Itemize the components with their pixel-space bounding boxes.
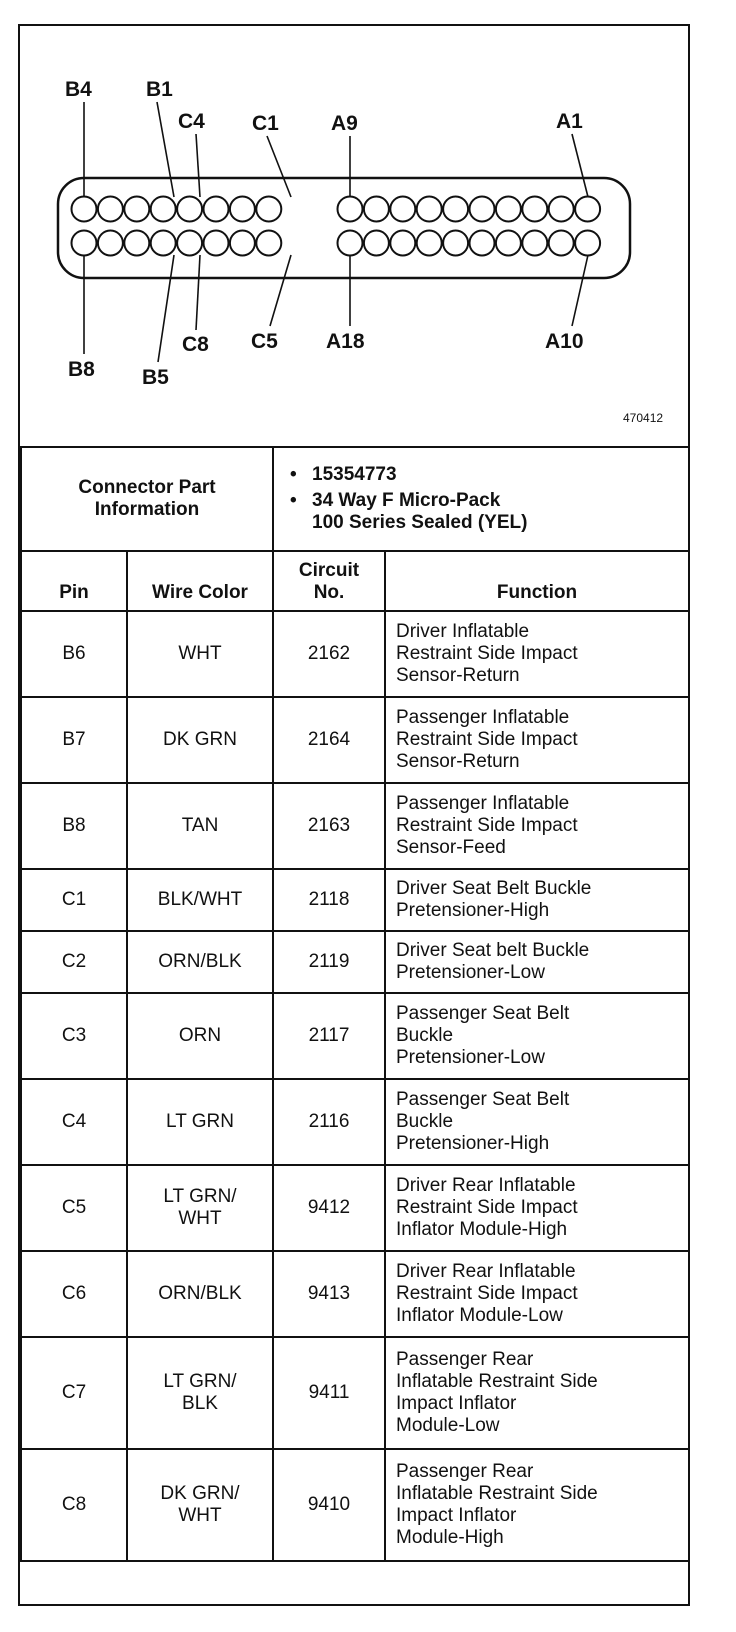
circuit-cell: 2164	[273, 697, 385, 783]
pin-cell: C4	[21, 1079, 127, 1165]
header-wire-color: Wire Color	[127, 551, 273, 611]
function-cell	[385, 869, 689, 931]
pin-cavity-b-c	[204, 231, 229, 256]
pin-cavity-b-c	[177, 231, 202, 256]
pin-label-b1: B1	[146, 78, 173, 101]
pin-cavity-a	[496, 197, 521, 222]
function-cell	[385, 697, 689, 783]
part-number: • 15354773	[312, 464, 688, 486]
function-line: Inflatable Restraint Side	[396, 1371, 598, 1392]
connector-info-label: Connector Part Information	[21, 447, 273, 551]
connector-series: 100 Series Sealed (YEL)	[312, 512, 528, 533]
function-line: Driver Seat Belt Buckle	[396, 878, 592, 899]
pin-cavity-a	[470, 231, 495, 256]
pin-label-b4: B4	[65, 78, 92, 101]
function-cell	[385, 993, 689, 1079]
pin-cavity-a	[364, 231, 389, 256]
function-line: Inflator Module-High	[396, 1219, 568, 1240]
table-row	[21, 1251, 689, 1337]
wire-color-cell: LT GRN/ BLK	[127, 1337, 273, 1449]
connector-type: • 34 Way F Micro-Pack	[312, 490, 688, 512]
table-row	[21, 1079, 689, 1165]
leader-c1	[267, 136, 291, 197]
function-line: Passenger Seat Belt	[396, 1003, 570, 1024]
function-cell	[385, 1449, 689, 1561]
pin-cavity-b-c	[72, 197, 97, 222]
table-row	[21, 1165, 689, 1251]
function-line: Module-Low	[396, 1415, 500, 1436]
pin-label-b5: B5	[142, 366, 169, 389]
pin-cavity-a	[549, 231, 574, 256]
pin-cell: C3	[21, 993, 127, 1079]
function-line: Passenger Inflatable	[396, 707, 570, 728]
function-cell	[385, 931, 689, 993]
function-line: Impact Inflator	[396, 1393, 517, 1414]
pin-label-c5: C5	[251, 330, 278, 353]
circuit-cell: 2163	[273, 783, 385, 869]
pin-cavity-a	[417, 197, 442, 222]
connector-face-drawing	[20, 26, 688, 446]
wire-color-cell: ORN/BLK	[127, 1251, 273, 1337]
circuit-cell: 9413	[273, 1251, 385, 1337]
table-row	[21, 611, 689, 697]
pin-cavity-b-c	[230, 231, 255, 256]
function-line: Restraint Side Impact	[396, 1283, 578, 1304]
function-line: Restraint Side Impact	[396, 815, 578, 836]
pin-cell: C2	[21, 931, 127, 993]
pin-cavity-a	[390, 231, 415, 256]
leader-b1	[157, 102, 174, 197]
pin-cavity-a	[417, 231, 442, 256]
leader-a1	[572, 134, 588, 197]
function-line: Restraint Side Impact	[396, 643, 578, 664]
pin-label-c1: C1	[252, 112, 279, 135]
pin-cavity-b-c	[151, 197, 176, 222]
pin-cavity-a	[470, 197, 495, 222]
pin-cavity-b-c	[72, 231, 97, 256]
pin-label-c8: C8	[182, 333, 209, 356]
function-line: Driver Rear Inflatable	[396, 1261, 576, 1282]
wire-color-cell: TAN	[127, 783, 273, 869]
function-line: Buckle	[396, 1111, 454, 1132]
function-cell	[385, 1251, 689, 1337]
function-line: Inflator Module-Low	[396, 1305, 563, 1326]
function-cell	[385, 611, 689, 697]
function-line: Module-High	[396, 1527, 504, 1548]
pin-cavity-b-c	[204, 197, 229, 222]
connector-info-values	[273, 447, 689, 551]
pin-cell: C6	[21, 1251, 127, 1337]
pin-cavity-b-c	[177, 197, 202, 222]
pin-cavity-b-c	[151, 231, 176, 256]
function-cell	[385, 783, 689, 869]
circuit-cell: 2117	[273, 993, 385, 1079]
pin-cell: C8	[21, 1449, 127, 1561]
function-line: Passenger Seat Belt	[396, 1089, 570, 1110]
function-line: Pretensioner-Low	[396, 962, 545, 983]
pin-label-a10: A10	[545, 330, 584, 353]
circuit-cell: 9410	[273, 1449, 385, 1561]
wire-color-cell: LT GRN	[127, 1079, 273, 1165]
header-pin: Pin	[21, 551, 127, 611]
pin-cavity-a	[338, 231, 363, 256]
wire-color-cell: ORN	[127, 993, 273, 1079]
wire-color-cell: WHT	[127, 611, 273, 697]
pin-cavity-a	[575, 231, 600, 256]
function-line: Buckle	[396, 1025, 454, 1046]
circuit-cell: 2116	[273, 1079, 385, 1165]
pin-label-a18: A18	[326, 330, 365, 353]
pin-cavity-b-c	[230, 197, 255, 222]
pin-cavity-b-c	[98, 197, 123, 222]
pin-cavity-a	[575, 197, 600, 222]
function-line: Pretensioner-High	[396, 1133, 550, 1154]
function-line: Pretensioner-High	[396, 900, 550, 921]
pin-cell: C7	[21, 1337, 127, 1449]
pin-cell: C5	[21, 1165, 127, 1251]
table-row	[21, 1337, 689, 1449]
pin-label-c4: C4	[178, 110, 205, 133]
table-header-row	[21, 551, 689, 611]
circuit-cell: 2118	[273, 869, 385, 931]
circuit-cell: 9411	[273, 1337, 385, 1449]
table-row	[21, 931, 689, 993]
pin-cavity-a	[549, 197, 574, 222]
pin-label-a1: A1	[556, 110, 583, 133]
pin-label-b8: B8	[68, 358, 95, 381]
pin-label-a9: A9	[331, 112, 358, 135]
wire-color-cell: DK GRN/ WHT	[127, 1449, 273, 1561]
table-row	[21, 697, 689, 783]
function-line: Pretensioner-Low	[396, 1047, 545, 1068]
function-line: Driver Seat belt Buckle	[396, 940, 590, 961]
leader-b5	[158, 255, 174, 362]
function-line: Passenger Inflatable	[396, 793, 570, 814]
connector-diagram	[20, 26, 688, 446]
circuit-cell: 2119	[273, 931, 385, 993]
header-circuit-no: Circuit No.	[273, 551, 385, 611]
function-line: Restraint Side Impact	[396, 1197, 578, 1218]
header-function: Function	[385, 551, 689, 611]
connector-info-row	[21, 447, 689, 551]
leader-c5	[270, 255, 291, 326]
pin-cavity-b-c	[124, 231, 149, 256]
pin-cell: B6	[21, 611, 127, 697]
function-cell	[385, 1165, 689, 1251]
circuit-cell: 2162	[273, 611, 385, 697]
pin-cavity-a	[522, 197, 547, 222]
pin-cell: B8	[21, 783, 127, 869]
connector-document	[18, 24, 690, 1606]
pin-cell: C1	[21, 869, 127, 931]
function-line: Driver Inflatable	[396, 621, 530, 642]
function-line: Sensor-Return	[396, 665, 520, 686]
function-line: Passenger Rear	[396, 1349, 534, 1370]
function-line: Impact Inflator	[396, 1505, 517, 1526]
pin-cavity-a	[390, 197, 415, 222]
wire-color-cell: ORN/BLK	[127, 931, 273, 993]
table-row	[21, 783, 689, 869]
wire-color-cell: DK GRN	[127, 697, 273, 783]
pin-cavity-b-c	[98, 231, 123, 256]
connector-body	[58, 178, 630, 278]
function-cell	[385, 1079, 689, 1165]
pin-cavity-b-c	[256, 231, 281, 256]
function-line: Sensor-Return	[396, 751, 520, 772]
function-line: Inflatable Restraint Side	[396, 1483, 598, 1504]
pin-cavity-b-c	[124, 197, 149, 222]
pin-cavity-a	[522, 231, 547, 256]
function-line: Sensor-Feed	[396, 837, 506, 858]
table-row	[21, 1449, 689, 1561]
function-line: Passenger Rear	[396, 1461, 534, 1482]
pin-cavities	[72, 197, 601, 256]
pin-cavity-a	[443, 231, 468, 256]
table-row	[21, 993, 689, 1079]
function-cell	[385, 1337, 689, 1449]
pinout-table	[20, 446, 690, 1562]
pin-cell: B7	[21, 697, 127, 783]
table-row	[21, 869, 689, 931]
wire-color-cell: LT GRN/ WHT	[127, 1165, 273, 1251]
leader-c8	[196, 255, 200, 330]
pin-cavity-a	[338, 197, 363, 222]
pin-cavity-b-c	[256, 197, 281, 222]
pin-cavity-a	[443, 197, 468, 222]
leader-a10	[572, 255, 588, 326]
circuit-cell: 9412	[273, 1165, 385, 1251]
function-line: Driver Rear Inflatable	[396, 1175, 576, 1196]
figure-number: 470412	[623, 411, 664, 425]
pin-cavity-a	[364, 197, 389, 222]
leader-c4	[196, 134, 200, 197]
wire-color-cell: BLK/WHT	[127, 869, 273, 931]
pin-cavity-a	[496, 231, 521, 256]
pinout-rows	[21, 611, 689, 1561]
function-line: Restraint Side Impact	[396, 729, 578, 750]
